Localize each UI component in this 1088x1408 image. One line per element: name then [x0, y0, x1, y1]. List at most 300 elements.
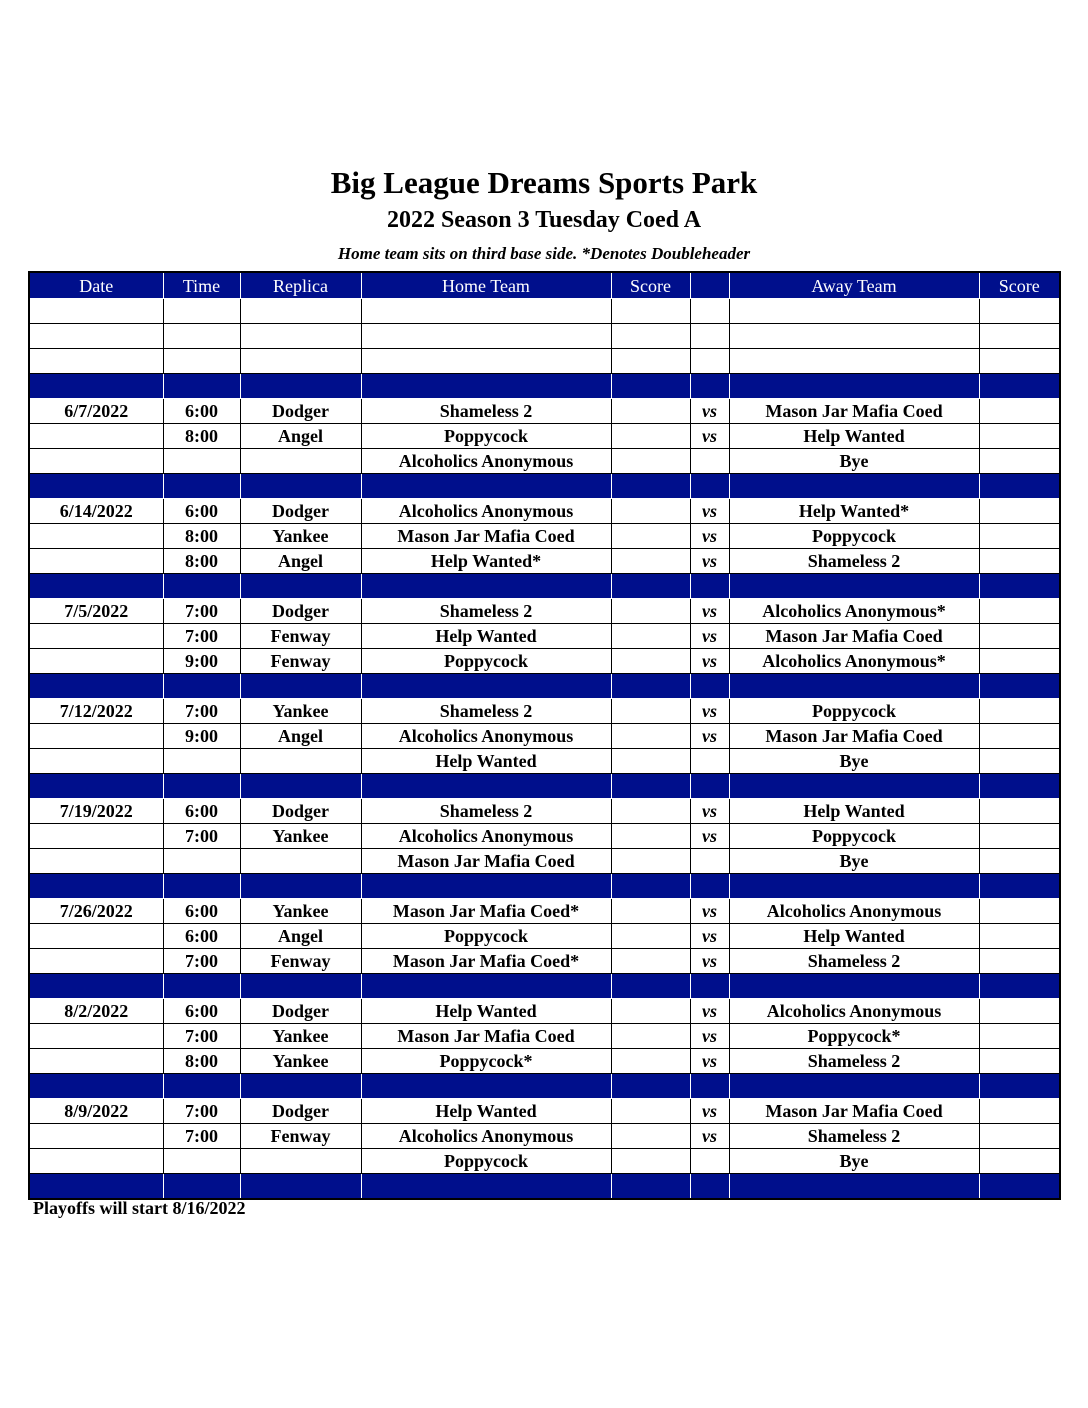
game-time [163, 849, 240, 874]
away-score [979, 299, 1060, 324]
separator-cell [979, 1174, 1060, 1200]
away-score [979, 999, 1060, 1024]
home-score [611, 849, 690, 874]
game-date [29, 299, 163, 324]
away-score [979, 1124, 1060, 1149]
game-replica-field: Dodger [240, 399, 361, 424]
game-row [29, 949, 1060, 974]
game-replica-field: Fenway [240, 949, 361, 974]
away-score [979, 424, 1060, 449]
away-team: Shameless 2 [729, 949, 979, 974]
separator-cell [729, 574, 979, 599]
versus-label [690, 449, 729, 474]
home-team: Alcoholics Anonymous [361, 449, 611, 474]
week-separator-row [29, 1174, 1060, 1200]
page-subtitle: 2022 Season 3 Tuesday Coed A [386, 207, 702, 233]
separator-cell [729, 974, 979, 999]
versus-label: vs [690, 924, 729, 949]
home-team: Poppycock [361, 924, 611, 949]
game-date [29, 1049, 163, 1074]
away-team: Bye [729, 749, 979, 774]
game-time: 6:00 [163, 399, 240, 424]
game-time: 6:00 [163, 799, 240, 824]
game-row [29, 849, 1060, 874]
game-date: 7/5/2022 [29, 599, 163, 624]
separator-cell [979, 1074, 1060, 1099]
separator-cell [361, 774, 611, 799]
away-team: Shameless 2 [729, 1124, 979, 1149]
home-score [611, 1149, 690, 1174]
versus-label [690, 1149, 729, 1174]
game-replica-field: Dodger [240, 599, 361, 624]
game-row [29, 349, 1060, 374]
away-score [979, 924, 1060, 949]
versus-label [690, 849, 729, 874]
week-separator-row [29, 774, 1060, 799]
separator-cell [163, 1174, 240, 1200]
game-replica-field: Angel [240, 724, 361, 749]
game-replica-field [240, 324, 361, 349]
game-row [29, 499, 1060, 524]
game-row [29, 324, 1060, 349]
separator-cell [611, 574, 690, 599]
home-team: Alcoholics Anonymous [361, 499, 611, 524]
away-score [979, 1024, 1060, 1049]
week-separator-row [29, 574, 1060, 599]
game-date [29, 324, 163, 349]
away-score [979, 899, 1060, 924]
separator-cell [611, 774, 690, 799]
game-time: 7:00 [163, 1024, 240, 1049]
separator-cell [690, 674, 729, 699]
away-team: Poppycock [729, 824, 979, 849]
game-time: 7:00 [163, 1099, 240, 1124]
game-replica-field: Dodger [240, 499, 361, 524]
separator-cell [240, 374, 361, 399]
game-replica-field: Yankee [240, 899, 361, 924]
home-score [611, 724, 690, 749]
separator-cell [611, 474, 690, 499]
game-replica-field: Dodger [240, 799, 361, 824]
game-row [29, 1024, 1060, 1049]
versus-label [690, 349, 729, 374]
game-row [29, 699, 1060, 724]
game-time: 6:00 [163, 899, 240, 924]
separator-cell [361, 574, 611, 599]
home-team: Alcoholics Anonymous [361, 724, 611, 749]
home-score [611, 1124, 690, 1149]
game-date [29, 1124, 163, 1149]
game-date [29, 624, 163, 649]
game-date: 8/9/2022 [29, 1099, 163, 1124]
away-score [979, 699, 1060, 724]
separator-cell [29, 374, 163, 399]
separator-cell [979, 774, 1060, 799]
separator-cell [163, 874, 240, 899]
col-header-date: Date [29, 272, 163, 299]
versus-label: vs [690, 699, 729, 724]
game-time [163, 299, 240, 324]
game-row [29, 399, 1060, 424]
separator-cell [240, 674, 361, 699]
game-time: 6:00 [163, 924, 240, 949]
col-header-home-team: Home Team [361, 272, 611, 299]
separator-cell [163, 374, 240, 399]
home-team: Poppycock [361, 424, 611, 449]
game-time: 7:00 [163, 624, 240, 649]
separator-cell [729, 1074, 979, 1099]
game-date [29, 724, 163, 749]
game-date [29, 449, 163, 474]
col-header-home-score: Score [611, 272, 690, 299]
game-date: 7/26/2022 [29, 899, 163, 924]
page-title: Big League Dreams Sports Park [330, 165, 758, 200]
week-separator-row [29, 474, 1060, 499]
home-score [611, 324, 690, 349]
home-score [611, 399, 690, 424]
game-row [29, 1124, 1060, 1149]
game-row [29, 1149, 1060, 1174]
separator-cell [729, 1174, 979, 1200]
separator-cell [29, 1074, 163, 1099]
game-replica-field: Dodger [240, 1099, 361, 1124]
separator-cell [690, 574, 729, 599]
home-score [611, 999, 690, 1024]
game-replica-field: Fenway [240, 624, 361, 649]
game-date [29, 749, 163, 774]
separator-cell [361, 974, 611, 999]
separator-cell [361, 374, 611, 399]
game-date [29, 349, 163, 374]
game-date: 6/14/2022 [29, 499, 163, 524]
game-date [29, 824, 163, 849]
separator-cell [979, 374, 1060, 399]
separator-cell [690, 1174, 729, 1200]
away-team: Help Wanted [729, 799, 979, 824]
separator-cell [361, 474, 611, 499]
game-replica-field: Fenway [240, 1124, 361, 1149]
versus-label: vs [690, 399, 729, 424]
game-replica-field: Fenway [240, 649, 361, 674]
away-score [979, 849, 1060, 874]
versus-label: vs [690, 524, 729, 549]
separator-cell [611, 974, 690, 999]
home-team: Help Wanted [361, 999, 611, 1024]
separator-cell [979, 474, 1060, 499]
away-score [979, 724, 1060, 749]
game-time: 6:00 [163, 999, 240, 1024]
game-time: 8:00 [163, 424, 240, 449]
home-team [361, 324, 611, 349]
game-row [29, 524, 1060, 549]
home-score [611, 1049, 690, 1074]
game-replica-field: Yankee [240, 524, 361, 549]
game-replica-field [240, 449, 361, 474]
home-score [611, 424, 690, 449]
home-score [611, 549, 690, 574]
separator-cell [611, 374, 690, 399]
home-score [611, 649, 690, 674]
home-team: Mason Jar Mafia Coed [361, 1024, 611, 1049]
game-replica-field [240, 299, 361, 324]
separator-cell [163, 674, 240, 699]
game-row [29, 724, 1060, 749]
game-row [29, 899, 1060, 924]
versus-label: vs [690, 1124, 729, 1149]
separator-cell [361, 1074, 611, 1099]
separator-cell [29, 874, 163, 899]
home-team: Shameless 2 [361, 699, 611, 724]
table-header-row [29, 272, 1060, 299]
away-score [979, 1149, 1060, 1174]
away-score [979, 549, 1060, 574]
versus-label: vs [690, 1024, 729, 1049]
separator-cell [240, 474, 361, 499]
separator-cell [29, 474, 163, 499]
versus-label [690, 324, 729, 349]
away-team: Poppycock [729, 524, 979, 549]
separator-cell [611, 1074, 690, 1099]
away-team: Mason Jar Mafia Coed [729, 624, 979, 649]
home-team: Help Wanted [361, 749, 611, 774]
away-team [729, 349, 979, 374]
col-header-away-team: Away Team [729, 272, 979, 299]
separator-cell [690, 1074, 729, 1099]
home-score [611, 524, 690, 549]
col-header-away-score: Score [979, 272, 1060, 299]
game-row [29, 299, 1060, 324]
game-row [29, 549, 1060, 574]
away-team: Alcoholics Anonymous* [729, 599, 979, 624]
separator-cell [163, 974, 240, 999]
home-score [611, 599, 690, 624]
versus-label: vs [690, 1099, 729, 1124]
game-date: 7/19/2022 [29, 799, 163, 824]
away-score [979, 624, 1060, 649]
separator-cell [979, 674, 1060, 699]
game-replica-field: Angel [240, 549, 361, 574]
home-team: Help Wanted* [361, 549, 611, 574]
away-team [729, 324, 979, 349]
game-time [163, 749, 240, 774]
versus-label: vs [690, 824, 729, 849]
away-team: Alcoholics Anonymous [729, 899, 979, 924]
away-team: Mason Jar Mafia Coed [729, 1099, 979, 1124]
home-score [611, 499, 690, 524]
home-score [611, 749, 690, 774]
home-team: Help Wanted [361, 624, 611, 649]
separator-cell [690, 374, 729, 399]
game-row [29, 1049, 1060, 1074]
separator-cell [240, 974, 361, 999]
away-score [979, 649, 1060, 674]
away-team: Alcoholics Anonymous [729, 999, 979, 1024]
game-replica-field: Angel [240, 924, 361, 949]
game-replica-field: Dodger [240, 999, 361, 1024]
game-date [29, 424, 163, 449]
game-date [29, 949, 163, 974]
playoffs-note: Playoffs will start 8/16/2022 [33, 1198, 246, 1218]
game-row [29, 624, 1060, 649]
game-time: 7:00 [163, 949, 240, 974]
separator-cell [361, 874, 611, 899]
away-team: Help Wanted [729, 924, 979, 949]
away-score [979, 449, 1060, 474]
game-row [29, 799, 1060, 824]
game-replica-field: Angel [240, 424, 361, 449]
home-score [611, 449, 690, 474]
home-team: Alcoholics Anonymous [361, 1124, 611, 1149]
game-replica-field: Yankee [240, 1049, 361, 1074]
versus-label [690, 299, 729, 324]
game-row [29, 649, 1060, 674]
versus-label: vs [690, 724, 729, 749]
away-team: Shameless 2 [729, 1049, 979, 1074]
separator-cell [240, 874, 361, 899]
away-score [979, 399, 1060, 424]
col-header-replica: Replica [240, 272, 361, 299]
separator-cell [240, 1074, 361, 1099]
separator-cell [979, 974, 1060, 999]
game-replica-field: Yankee [240, 1024, 361, 1049]
doubleheader-note: Home team sits on third base side. *Denotes Doubleheader [337, 244, 751, 263]
game-row [29, 824, 1060, 849]
away-team [729, 299, 979, 324]
home-team: Shameless 2 [361, 799, 611, 824]
home-team [361, 299, 611, 324]
separator-cell [729, 474, 979, 499]
away-team: Help Wanted [729, 424, 979, 449]
game-replica-field: Yankee [240, 699, 361, 724]
home-team: Mason Jar Mafia Coed [361, 524, 611, 549]
separator-cell [240, 774, 361, 799]
home-team: Mason Jar Mafia Coed* [361, 899, 611, 924]
col-header-time: Time [163, 272, 240, 299]
home-score [611, 1024, 690, 1049]
away-team: Bye [729, 849, 979, 874]
away-team: Shameless 2 [729, 549, 979, 574]
away-score [979, 799, 1060, 824]
separator-cell [979, 874, 1060, 899]
game-time: 9:00 [163, 724, 240, 749]
versus-label: vs [690, 999, 729, 1024]
game-row [29, 749, 1060, 774]
separator-cell [729, 674, 979, 699]
game-row [29, 424, 1060, 449]
week-separator-row [29, 974, 1060, 999]
separator-cell [240, 1174, 361, 1200]
game-time: 7:00 [163, 1124, 240, 1149]
separator-cell [163, 474, 240, 499]
versus-label: vs [690, 899, 729, 924]
away-team: Mason Jar Mafia Coed [729, 399, 979, 424]
away-score [979, 599, 1060, 624]
home-team: Mason Jar Mafia Coed [361, 849, 611, 874]
separator-cell [29, 574, 163, 599]
versus-label: vs [690, 499, 729, 524]
away-score [979, 749, 1060, 774]
separator-cell [163, 574, 240, 599]
versus-label: vs [690, 549, 729, 574]
game-date: 8/2/2022 [29, 999, 163, 1024]
home-score [611, 699, 690, 724]
separator-cell [29, 774, 163, 799]
away-team: Poppycock [729, 699, 979, 724]
away-score [979, 524, 1060, 549]
game-date [29, 924, 163, 949]
home-team: Poppycock [361, 1149, 611, 1174]
game-date: 6/7/2022 [29, 399, 163, 424]
separator-cell [29, 1174, 163, 1200]
away-team: Help Wanted* [729, 499, 979, 524]
away-score [979, 1049, 1060, 1074]
game-date [29, 524, 163, 549]
col-header-vs [690, 272, 729, 299]
separator-cell [361, 674, 611, 699]
separator-cell [163, 774, 240, 799]
game-row [29, 999, 1060, 1024]
game-time: 8:00 [163, 524, 240, 549]
home-score [611, 924, 690, 949]
game-time: 9:00 [163, 649, 240, 674]
home-team: Mason Jar Mafia Coed* [361, 949, 611, 974]
game-replica-field [240, 1149, 361, 1174]
away-score [979, 824, 1060, 849]
versus-label: vs [690, 949, 729, 974]
game-replica-field [240, 349, 361, 374]
game-replica-field [240, 849, 361, 874]
versus-label: vs [690, 799, 729, 824]
separator-cell [29, 974, 163, 999]
away-team: Alcoholics Anonymous* [729, 649, 979, 674]
separator-cell [611, 874, 690, 899]
separator-cell [729, 774, 979, 799]
separator-cell [690, 474, 729, 499]
away-team: Bye [729, 449, 979, 474]
separator-cell [979, 574, 1060, 599]
game-date [29, 649, 163, 674]
home-team [361, 349, 611, 374]
game-row [29, 924, 1060, 949]
separator-cell [361, 1174, 611, 1200]
game-time [163, 1149, 240, 1174]
game-time: 8:00 [163, 1049, 240, 1074]
away-score [979, 499, 1060, 524]
separator-cell [729, 374, 979, 399]
game-time [163, 349, 240, 374]
game-time: 6:00 [163, 499, 240, 524]
separator-cell [690, 874, 729, 899]
schedule-body [29, 299, 1060, 1200]
week-separator-row [29, 1074, 1060, 1099]
home-team: Poppycock* [361, 1049, 611, 1074]
game-date: 7/12/2022 [29, 699, 163, 724]
versus-label: vs [690, 424, 729, 449]
away-team: Mason Jar Mafia Coed [729, 724, 979, 749]
game-row [29, 1099, 1060, 1124]
game-replica-field: Yankee [240, 824, 361, 849]
home-team: Help Wanted [361, 1099, 611, 1124]
game-time [163, 449, 240, 474]
game-date [29, 1149, 163, 1174]
separator-cell [690, 774, 729, 799]
away-team: Poppycock* [729, 1024, 979, 1049]
separator-cell [611, 674, 690, 699]
separator-cell [240, 574, 361, 599]
home-score [611, 1099, 690, 1124]
versus-label: vs [690, 649, 729, 674]
home-score [611, 299, 690, 324]
